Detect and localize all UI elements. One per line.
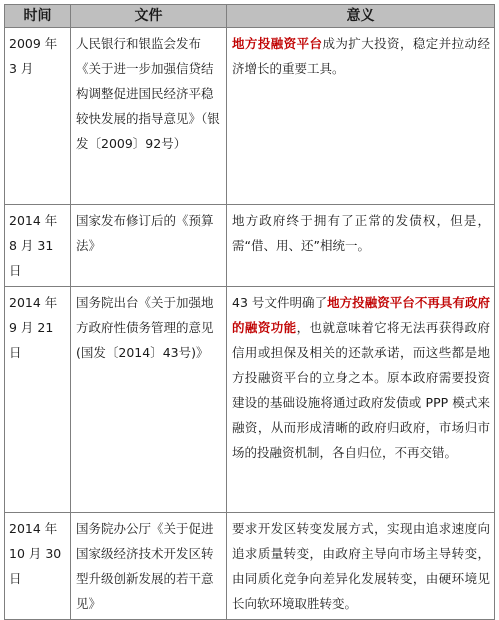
cell-time: 2014 年 8 月 31 日	[5, 205, 71, 287]
header-time: 时间	[5, 5, 71, 28]
meaning-text: ，也就意味着它将无法再获得政府信用或担保及相关的还款承诺，而这些都是地方投融资平台的立身之本。原本政府需要投资建设的基础设施将通过政府发债或 PPP 模式来融资，从而形成清晰的政府归政府，市场归市场的投融资机制，各自归位，不再交错。	[232, 320, 490, 460]
header-meaning: 意义	[227, 5, 495, 28]
meaning-text: 43 号文件明确了	[232, 295, 328, 310]
cell-time: 2014 年 10 月 30 日	[5, 513, 71, 620]
cell-meaning	[227, 287, 495, 513]
cell-time: 2014 年 9 月 21 日	[5, 287, 71, 513]
highlight-text: 地方投融资平台不再具有政府的融资功能	[232, 295, 490, 335]
meaning-text: 成为扩大投资，稳定并拉动经济增长的重要工具。	[232, 36, 490, 76]
table-row	[5, 287, 495, 513]
table-row	[5, 28, 495, 205]
highlight-text: 地方投融资平台	[232, 36, 323, 51]
cell-document: 国务院出台《关于加强地方政府性债务管理的意见(国发〔2014〕43号)》	[71, 287, 227, 513]
document-table-wrapper	[4, 4, 494, 620]
table-row	[5, 205, 495, 287]
cell-meaning	[227, 28, 495, 205]
cell-document: 人民银行和银监会发布《关于进一步加强信贷结构调整促进国民经济平稳较快发展的指导意见》（银发〔2009〕92号）	[71, 28, 227, 205]
cell-meaning: 要求开发区转变发展方式，实现由追求速度向追求质量转变，由政府主导向市场主导转变，由同质化竞争向差异化发展转变，由硬环境见长向软环境取胜转变。	[227, 513, 495, 620]
cell-time: 2009 年 3 月	[5, 28, 71, 205]
policy-table	[4, 4, 495, 620]
cell-meaning: 地方政府终于拥有了正常的发债权，但是，需“借、用、还”相统一。	[227, 205, 495, 287]
table-header-row	[5, 5, 495, 28]
cell-document: 国务院办公厅《关于促进国家级经济技术开发区转型升级创新发展的若干意见》	[71, 513, 227, 620]
cell-document: 国家发布修订后的《预算法》	[71, 205, 227, 287]
table-row	[5, 513, 495, 620]
header-document: 文件	[71, 5, 227, 28]
